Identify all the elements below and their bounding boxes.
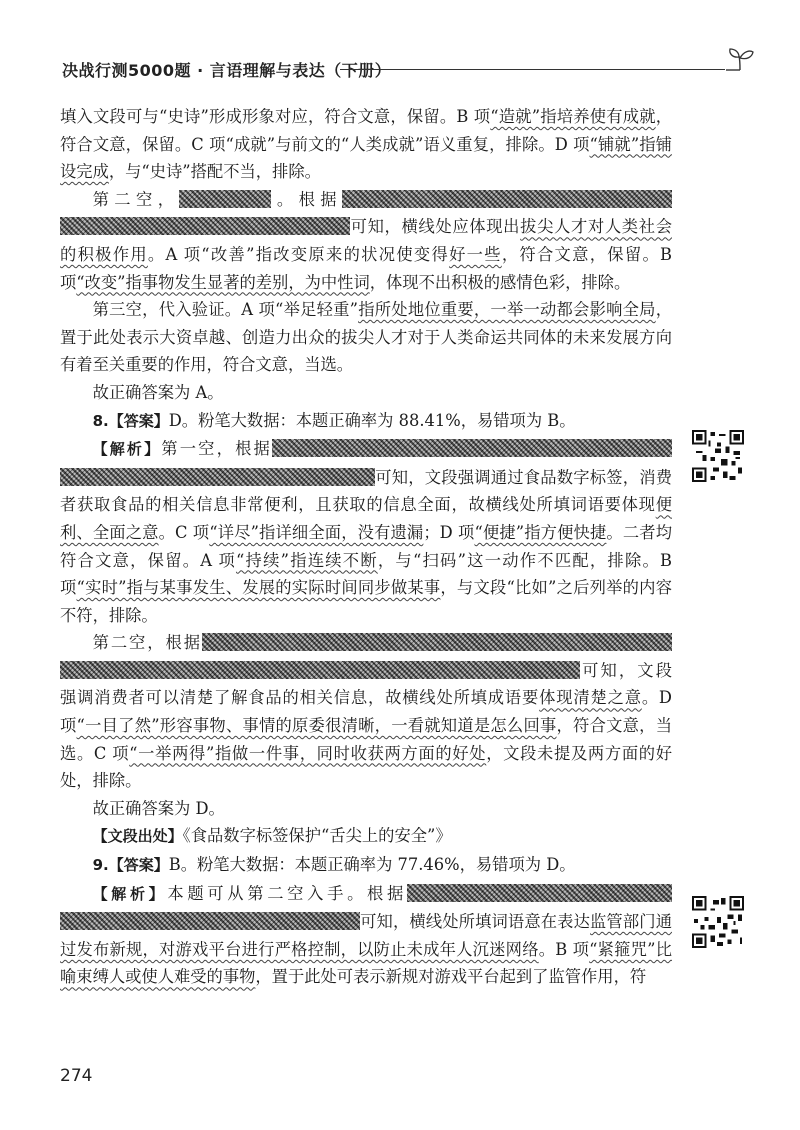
paragraph-2: 第二空， 。根据可知，横线处应体现出拔尖人才对人类社会的积极作用。A 项“改善”指改变原来的状况使变得好一些，符合文意，保留。B 项“改变”指事物发生显著的差别，为中性词，体现不出积极的感情色彩，排除。: [60, 189, 672, 292]
q8-conclusion: 故正确答案为 D。: [92, 798, 225, 818]
redacted-block: [60, 661, 580, 679]
q8-answer: 8.【答案】D。粉笔大数据：本题正确率为 88.41%，易错项为 B。: [92, 410, 576, 430]
qr-code-q9[interactable]: [692, 896, 744, 948]
redacted-block: [202, 633, 672, 651]
paragraph-4: 故正确答案为 A。: [92, 382, 224, 402]
redacted-block: [407, 884, 672, 902]
paragraph-3: 第三空，代入验证。A 项“举足轻重”指所处地位重要，一举一动都会影响全局，置于此处表示大资卓越、创造力出众的拔尖人才对于人类命运共同体的未来发展方向有着至关重要的作用，符合文意，当选。: [60, 300, 672, 375]
header-rule: [340, 69, 725, 70]
q9-analysis-1: 【解析】本题可从第二空入手。根据可知，横线处所填词语意在表达监管部门通过发布新规，对游戏平台进行严格控制，以防止未成年人沉迷网络。B 项“紧箍咒”比喻束缚人或使人难受的事物，置于此处可表示新规对游戏平台起到了监管作用，符: [60, 883, 672, 987]
q8-source: 【文段出处】《食品数字标签保护“舌尖上的安全”》: [92, 826, 452, 846]
body-text: [60, 103, 672, 991]
redacted-block: [60, 912, 360, 930]
redacted-block: [179, 190, 271, 208]
qr-code-q8[interactable]: [692, 430, 744, 482]
redacted-block: [272, 439, 672, 457]
redacted-block: [60, 217, 350, 235]
redacted-block: [342, 190, 672, 208]
leaf-sprout-icon: [722, 44, 758, 80]
q8-analysis-1: 【解析】第一空，根据可知，文段强调通过食品数字标签，消费者获取食品的相关信息非常便利，且获取的信息全面，故横线处所填词语要体现便利、全面之意。C 项“详尽”指详细全面，没有遗漏；D 项“便捷”指方便快捷。二者均符合文意，保留。A 项“持续”指连续不断，与“扫码”这一动作不匹配，排除。B 项“实时”指与某事发生、发展的实际时间同步做某事，与文段“比如”之后列举的内容不符，排除。: [60, 439, 672, 625]
redacted-block: [60, 468, 375, 486]
q9-answer: 9.【答案】B。粉笔大数据：本题正确率为 77.46%，易错项为 D。: [92, 855, 576, 875]
q8-analysis-2: 第二空，根据可知，文段强调消费者可以清楚了解食品的相关信息，故横线处所填成语要体现清楚之意。D 项“一目了然”形容事物、事情的原委很清晰，一看就知道是怎么回事，符合文意，当选。C 项“一举两得”指做一件事，同时收获两方面的好处，文段未提及两方面的好处，排除。: [60, 633, 672, 791]
running-header-title: 决战行测5000题 · 言语理解与表达（下册）: [62, 61, 392, 80]
paragraph-1: 填入文段可与“史诗”形成形象对应，符合文意，保留。B 项“造就”指培养使有成就，符合文意，保留。C 项“成就”与前文的“人类成就”语义重复，排除。D 项“铺就”指铺设完成，与“史诗”搭配不当，排除。: [60, 107, 672, 182]
page-number: 274: [60, 1066, 93, 1086]
